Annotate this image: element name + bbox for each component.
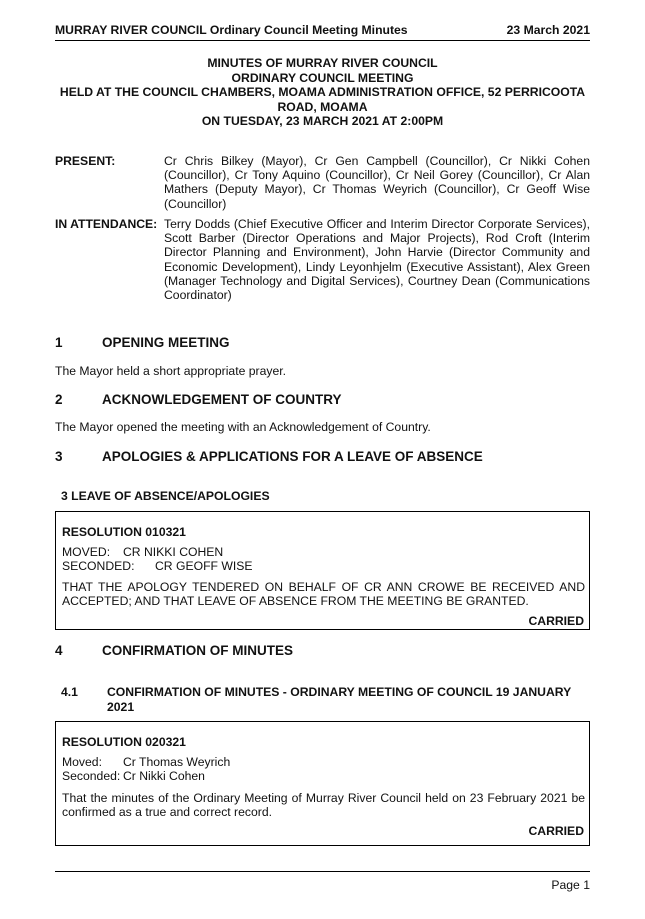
- title-line-2: ORDINARY COUNCIL MEETING: [231, 70, 414, 85]
- resolution-title: RESOLUTION 020321: [62, 735, 186, 749]
- carried-label: CARRIED: [528, 824, 584, 838]
- seconded-value: Cr Nikki Cohen: [123, 769, 205, 783]
- title-line-3: HELD AT THE COUNCIL CHAMBERS, MOAMA ADMINISTRATION OFFICE, 52 PERRICOOTA: [59, 85, 586, 99]
- header-date: 23 March 2021: [506, 23, 590, 37]
- resolution-title: RESOLUTION 010321: [62, 525, 186, 539]
- page-number: Page 1: [551, 878, 590, 892]
- moved-line: [62, 755, 585, 769]
- section-1-title: OPENING MEETING: [102, 335, 230, 350]
- moved-value: Cr Thomas Weyrich: [123, 755, 231, 769]
- section-3-subheading: 3 LEAVE OF ABSENCE/APOLOGIES: [61, 489, 270, 503]
- section-2-title: ACKNOWLEDGEMENT OF COUNTRY: [102, 392, 342, 407]
- attendance-text: Terry Dodds (Chief Executive Officer and Interim Director Corporate Services), Scott Barber (Director Operations and Major Projects), Rod Croft (Interim Director Planning and Environment), John Harvie (Director Community and Economic Development), Lindy Leyonhjelm (Executive Assistant), Alex Green (Manager Technology and Digital Services), Courtney Dean (Communications Coordinator): [164, 217, 590, 303]
- title-line-5: ON TUESDAY, 23 MARCH 2021 AT 2:00PM: [201, 114, 444, 128]
- seconded-line: [62, 769, 585, 783]
- resolution-text: THAT THE APOLOGY TENDERED ON BEHALF OF CR ANN CROWE BE RECEIVED AND ACCEPTED; AND THAT LEAVE OF ABSENCE FROM THE MEETING BE GRANTED.: [62, 580, 585, 609]
- section-2-number: 2: [55, 392, 63, 407]
- seconded-label: Seconded:: [62, 769, 121, 783]
- section-4-number: 4: [55, 643, 63, 658]
- document-title: [55, 56, 590, 129]
- moved-label: Moved:: [62, 755, 102, 769]
- seconded-value: CR GEOFF WISE: [155, 559, 253, 573]
- section-1-number: 1: [55, 335, 63, 350]
- title-line-4: ROAD, MOAMA: [277, 99, 368, 114]
- section-4-title: CONFIRMATION OF MINUTES: [102, 643, 293, 658]
- resolution-box-010321: [55, 511, 590, 630]
- header-left: MURRAY RIVER COUNCIL Ordinary Council Meeting Minutes: [55, 23, 408, 37]
- moved-line: [62, 545, 585, 559]
- seconded-label: SECONDED:: [62, 559, 135, 573]
- seconded-line: [62, 559, 585, 573]
- resolution-text: That the minutes of the Ordinary Meeting of Murray River Council held on 23 February 2021 be confirmed as a true and correct record.: [62, 791, 585, 820]
- resolution-box-020321: [55, 721, 590, 846]
- moved-value: CR NIKKI COHEN: [123, 545, 224, 559]
- section-2-text: The Mayor opened the meeting with an Acknowledgement of Country.: [55, 420, 431, 434]
- attendance-label: IN ATTENDANCE:: [55, 217, 158, 231]
- footer-rule: [55, 871, 590, 872]
- section-3-title: APOLOGIES & APPLICATIONS FOR A LEAVE OF ABSENCE: [102, 449, 483, 464]
- section-1-text: The Mayor held a short appropriate prayer.: [55, 364, 287, 378]
- present-text: Cr Chris Bilkey (Mayor), Cr Gen Campbell (Councillor), Cr Nikki Cohen (Councillor), Cr Tony Aquino (Councillor), Cr Neil Gorey (Councillor), Cr Alan Mathers (Deputy Mayor), Cr Thomas Weyrich (Councillor), Cr Geoff Wise (Councillor): [164, 154, 590, 211]
- section-4-1-title: CONFIRMATION OF MINUTES - ORDINARY MEETING OF COUNCIL 19 JANUARY 2021: [107, 685, 572, 714]
- title-line-1: MINUTES OF MURRAY RIVER COUNCIL: [207, 56, 438, 70]
- section-3-number: 3: [55, 449, 63, 464]
- present-label: PRESENT:: [55, 154, 116, 168]
- carried-label: CARRIED: [528, 614, 584, 628]
- moved-label: MOVED:: [62, 545, 111, 559]
- header-rule: [55, 40, 590, 41]
- section-4-1-number: 4.1: [61, 685, 78, 699]
